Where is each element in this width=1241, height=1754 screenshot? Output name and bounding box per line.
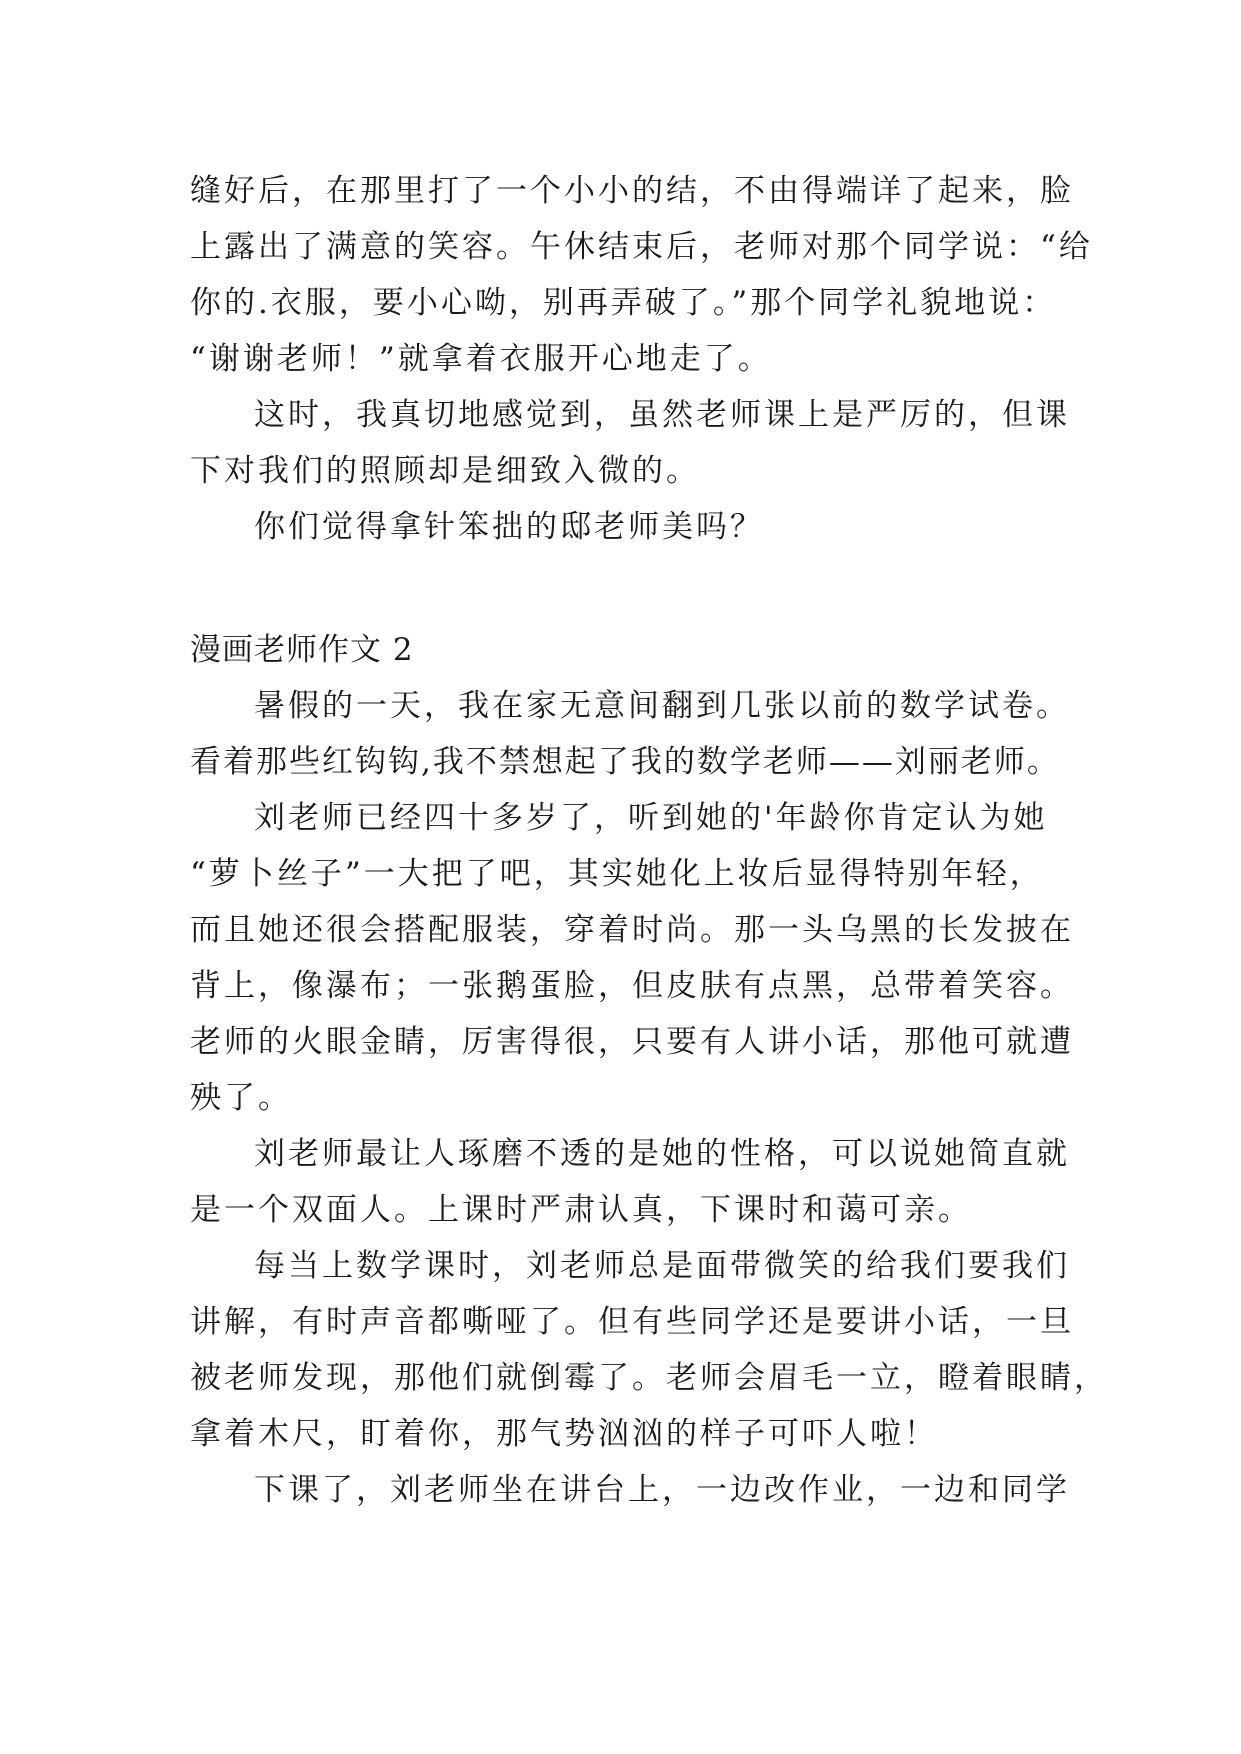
paragraph-line: 下对我们的照顾却是细致入微的。 [190,453,700,489]
paragraph-line: 刘老师已经四十多岁了，听到她的'年龄你肯定认为她 [254,800,1048,836]
paragraph-line: 每当上数学课时，刘老师总是面带微笑的给我们要我们 [254,1248,1070,1284]
paragraph-line: 老师的火眼金睛，厉害得很，只要有人讲小话，那他可就遭 [190,1024,1074,1060]
paragraph-line: 背上，像瀑布；一张鹅蛋脸，但皮肤有点黑，总带着笑容。 [190,968,1074,1004]
paragraph-line: 而且她还很会搭配服装，穿着时尚。那一头乌黑的长发披在 [190,912,1074,948]
paragraph-line: “谢谢老师！”就拿着衣服开心地走了。 [190,341,772,377]
paragraph-line: 殃了。 [190,1080,292,1116]
paragraph-line: 缝好后，在那里打了一个小小的结，不由得端详了起来，脸 [190,173,1074,209]
paragraph-line: 下课了，刘老师坐在讲台上，一边改作业，一边和同学 [254,1472,1070,1508]
paragraph-line: 是一个双面人。上课时严肃认真，下课时和蔼可亲。 [190,1192,972,1228]
paragraph-line: 刘老师最让人琢磨不透的是她的性格，可以说她简直就 [254,1136,1070,1172]
paragraph-line: 你们觉得拿针笨拙的邸老师美吗？ [254,509,764,545]
paragraph-line: 看着那些红钩钩,我不禁想起了我的数学老师——刘丽老师。 [190,744,1060,780]
paragraph-line: 被老师发现，那他们就倒霉了。老师会眉毛一立，瞪着眼睛， [190,1360,1108,1396]
paragraph-line: 拿着木尺，盯着你，那气势汹汹的样子可吓人啦！ [190,1416,938,1452]
section-heading: 漫画老师作文 2 [190,632,414,668]
paragraph-line: 你的.衣服，要小心呦，别再弄破了。”那个同学礼貌地说： [190,285,1057,321]
paragraph-line: 讲解，有时声音都嘶哑了。但有些同学还是要讲小话，一旦 [190,1304,1074,1340]
paragraph-line: 上露出了满意的笑容。午休结束后，老师对那个同学说：“给 [190,229,1093,265]
paragraph-line: “萝卜丝子”一大把了吧，其实她化上妆后显得特别年轻， [190,856,1044,892]
paragraph-line: 这时，我真切地感觉到，虽然老师课上是严厉的，但课 [254,397,1070,433]
paragraph-line: 暑假的一天，我在家无意间翻到几张以前的数学试卷。 [254,688,1070,724]
